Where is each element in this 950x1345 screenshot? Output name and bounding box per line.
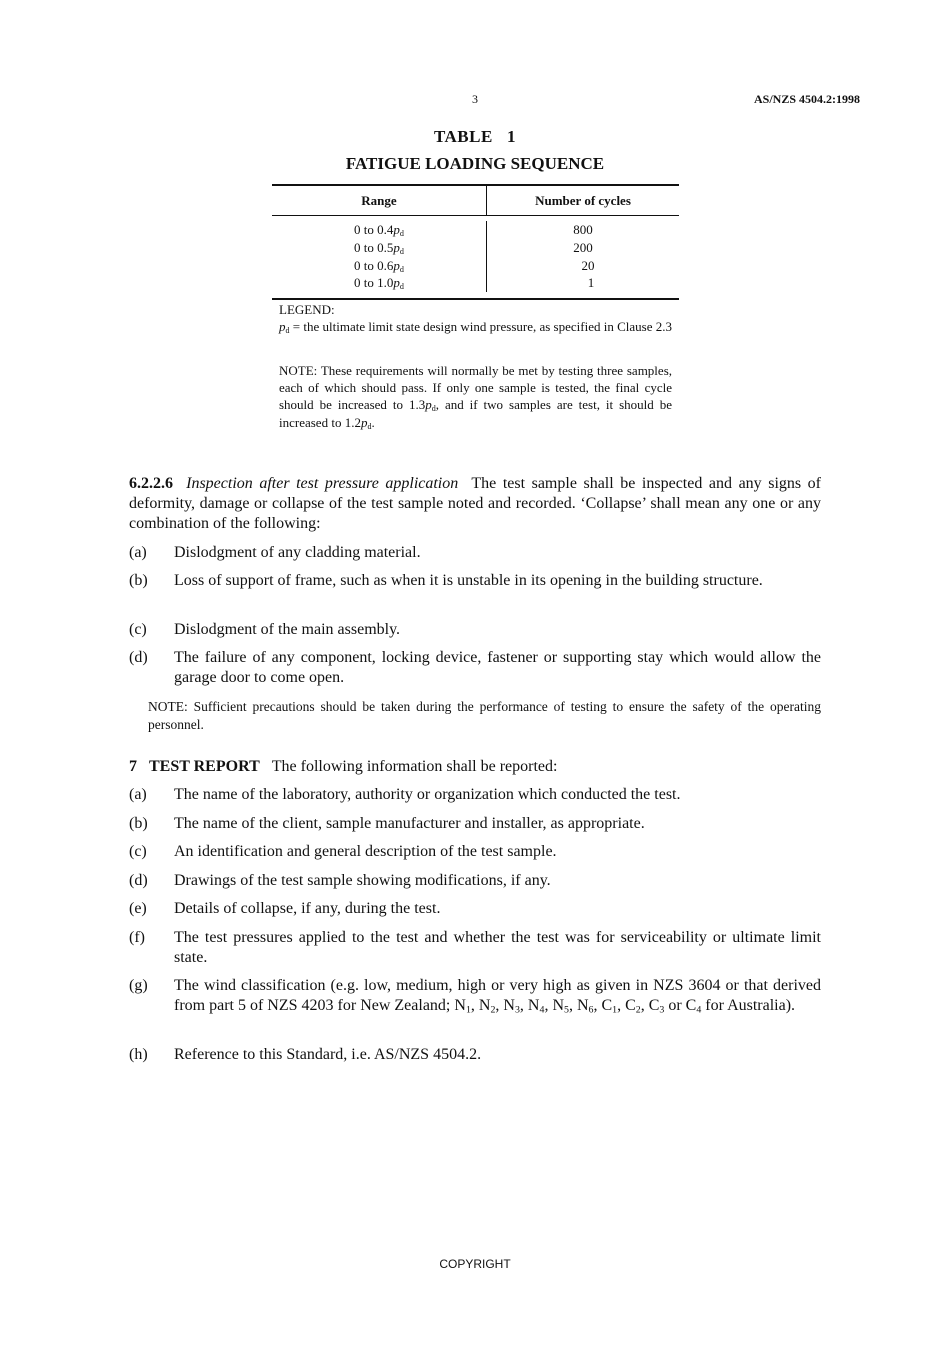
cycles-cell: 200 — [573, 239, 593, 255]
cycles-cell: 1 — [587, 275, 595, 291]
fatigue-loading-table — [272, 184, 679, 300]
safety-note: NOTE: Sufficient precautions should be taken during the performance of testing to ensure the safety of the operating personnel. — [148, 699, 821, 732]
cycles-cell: 20 — [581, 257, 595, 273]
table-caption-title: FATIGUE LOADING SEQUENCE — [345, 154, 605, 173]
list-item: (h) Reference to this Standard, i.e. AS/NZS 4504.2. — [129, 1046, 482, 1063]
wind-classification-text: The wind classification (e.g. low, medium, high or very high as given in NZS 3604 or that derived from part 5 of NZS 4203 for New Zealand; $N_1$, $N_2$, $N_3$, $N_4$, $N_5$, $N_6$, $C_1$, $C_2$, $C_3$ or $C_4$ for Australia). — [174, 977, 821, 1016]
copyright-footer: COPYRIGHT — [439, 1257, 511, 1271]
list-item: (f) The test pressures applied to the test and whether the test was for serviceability or ultimate limit state. — [129, 929, 821, 966]
clause-text: The following information shall be reported: — [271, 758, 558, 775]
standard-reference: AS/NZS 4504.2:1998 — [753, 92, 860, 106]
list-item: (a) The name of the laboratory, authority or organization which conducted the test. — [129, 786, 681, 803]
clause-text: The test sample shall be inspected and any signs of deformity, damage or collapse of the test sample noted and recorded. ‘Collapse’ shall mean any one or any combination of the following: — [129, 475, 822, 532]
list-item: (a) Dislodgment of any cladding material. — [129, 544, 421, 561]
table-note: NOTE: These requirements will normally be met by testing three samples, each of which should pass. If only one sample is tested, the final cycle should be increased to $1.3p_d$, and if two samples are test, it should be increased to $1.2p_d$. — [279, 363, 672, 431]
range-cell: 0 to $1.0p_d$ — [354, 275, 404, 292]
table-body — [272, 216, 679, 298]
list-item: (g) The wind classification (e.g. low, medium, high or very high as given in NZS 3604 or that derived from part 5 of NZS 4203 for New Zealand; $N_1$, $N_2$, $N_3$, $N_4$, $N_5$, $N_6$, $C_1$, $C_2$, $C_3$ or $C_4$ for Australia). — [129, 977, 821, 1016]
list-item: (d) The failure of any component, locking device, fastener or supporting stay which would allow the garage door to come open. — [129, 649, 821, 686]
list-item: (c) Dislodgment of the main assembly. — [129, 621, 401, 638]
column-header-cycles: Number of cycles — [535, 192, 631, 208]
column-header-range: Range — [272, 186, 487, 215]
list-item: (b) The name of the client, sample manufacturer and installer, as appropriate. — [129, 815, 645, 832]
clause-title: Inspection after test pressure application — [186, 475, 459, 492]
list-item: (c) An identification and general description of the test sample. — [129, 843, 557, 860]
cycles-column — [487, 221, 679, 292]
table-header-row — [272, 186, 679, 216]
clause-number: 6.2.2.6 — [129, 475, 173, 492]
list-item: (d) Drawings of the test sample showing modifications, if any. — [129, 872, 551, 889]
list-item: (b) Loss of support of frame, such as when it is unstable in its opening in the building structure. — [129, 572, 763, 589]
legend-text: $p_d$ = the ultimate limit state design wind pressure, as specified in Clause 2.3 — [279, 319, 672, 335]
clause-number: 7 — [129, 758, 137, 775]
clause-title: TEST REPORT — [149, 758, 260, 775]
page-number: 3 — [472, 92, 478, 106]
table-legend — [279, 301, 672, 335]
range-cell: 0 to $0.6p_d$ — [354, 257, 404, 274]
range-column — [272, 221, 487, 292]
range-cell: 0 to $0.5p_d$ — [354, 239, 404, 256]
legend-title: LEGEND: — [279, 302, 335, 317]
range-cell: 0 to $0.4p_d$ — [354, 222, 404, 238]
cycles-cell: 800 — [573, 222, 593, 237]
clause-6226-paragraph — [129, 474, 821, 534]
list-item: (e) Details of collapse, if any, during the test. — [129, 900, 441, 917]
clause-7-paragraph — [129, 757, 821, 777]
table-caption-number: TABLE 1 — [433, 127, 517, 146]
